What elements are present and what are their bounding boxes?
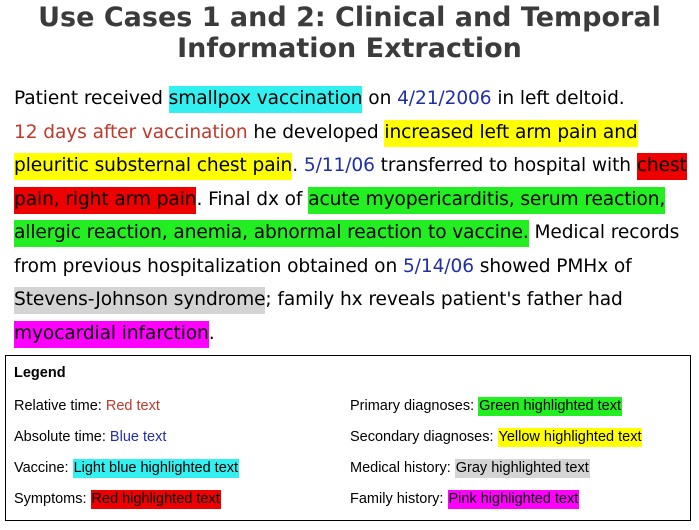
relative-time-text: 12 days after vaccination: [14, 121, 248, 143]
legend-sample-vaccine: Light blue highlighted text: [73, 460, 239, 476]
legend-relative-time: [14, 398, 160, 414]
legend-secondary-diagnoses: [350, 429, 642, 445]
legend-label: Absolute time:: [14, 429, 110, 445]
narrative-text: he developed: [247, 121, 385, 143]
legend-label: Medical history:: [350, 460, 455, 476]
legend-sample-absolute: Blue text: [109, 429, 167, 445]
legend-box: [5, 355, 691, 521]
legend-family-history: [350, 491, 579, 507]
clinical-narrative: [14, 82, 694, 350]
legend-vaccine: [14, 460, 239, 476]
legend-label: Vaccine:: [14, 460, 73, 476]
legend-sample-family: Pink highlighted text: [448, 491, 579, 507]
legend-sample-secondary: Yellow highlighted text: [498, 429, 642, 445]
narrative-text: . Final dx of: [196, 188, 309, 210]
legend-sample-relative: Red text: [105, 398, 160, 414]
legend-label: Primary diagnoses:: [350, 398, 479, 414]
medical-history-highlight: Stevens-Johnson syndrome: [14, 287, 265, 314]
slide-title: [0, 2, 699, 64]
narrative-text: .: [208, 322, 215, 344]
family-history-highlight: myocardial infarction: [14, 321, 209, 348]
symptoms-highlight: chest pain, right arm pain: [14, 153, 687, 214]
legend-sample-history: Gray highlighted text: [455, 460, 589, 476]
secondary-diagnosis-highlight: increased left arm pain and pleuritic substernal chest pain: [14, 120, 638, 181]
legend-label: Secondary diagnoses:: [350, 429, 498, 445]
title-line-1: Use Cases 1 and 2: Clinical and Temporal: [38, 2, 661, 33]
narrative-text: Medical records from previous hospitalization obtained on: [14, 222, 680, 277]
legend-medical-history: [350, 460, 590, 476]
title-line-2: Information Extraction: [177, 33, 522, 64]
legend-primary-diagnoses: [350, 398, 622, 414]
narrative-text: Patient received: [14, 88, 169, 109]
legend-title: Legend: [14, 365, 66, 381]
legend-sample-primary: Green highlighted text: [479, 398, 622, 414]
legend-symptoms: [14, 491, 221, 507]
legend-sample-symptoms: Red highlighted text: [91, 491, 220, 507]
narrative-text: transferred to hospital with: [374, 155, 637, 176]
legend-absolute-time: [14, 429, 166, 445]
legend-label: Relative time:: [14, 398, 106, 414]
vaccine-highlight: smallpox vaccination: [169, 86, 363, 113]
narrative-text: showed PMHx of: [473, 255, 632, 277]
narrative-text: ; family hx reveals patient's father had: [265, 289, 623, 310]
absolute-time-text: 5/11/06: [303, 155, 375, 176]
legend-label: Symptoms:: [14, 491, 91, 507]
legend-label: Family history:: [350, 491, 448, 507]
absolute-time-text: 5/14/06: [402, 255, 474, 277]
narrative-text: on: [362, 88, 398, 109]
absolute-time-text: 4/21/2006: [397, 88, 492, 109]
narrative-text: .: [292, 155, 304, 176]
primary-diagnosis-highlight: acute myopericarditis, serum reaction, allergic reaction, anemia, abnormal reaction to vaccine.: [14, 187, 665, 248]
narrative-text: in left deltoid.: [491, 88, 625, 109]
